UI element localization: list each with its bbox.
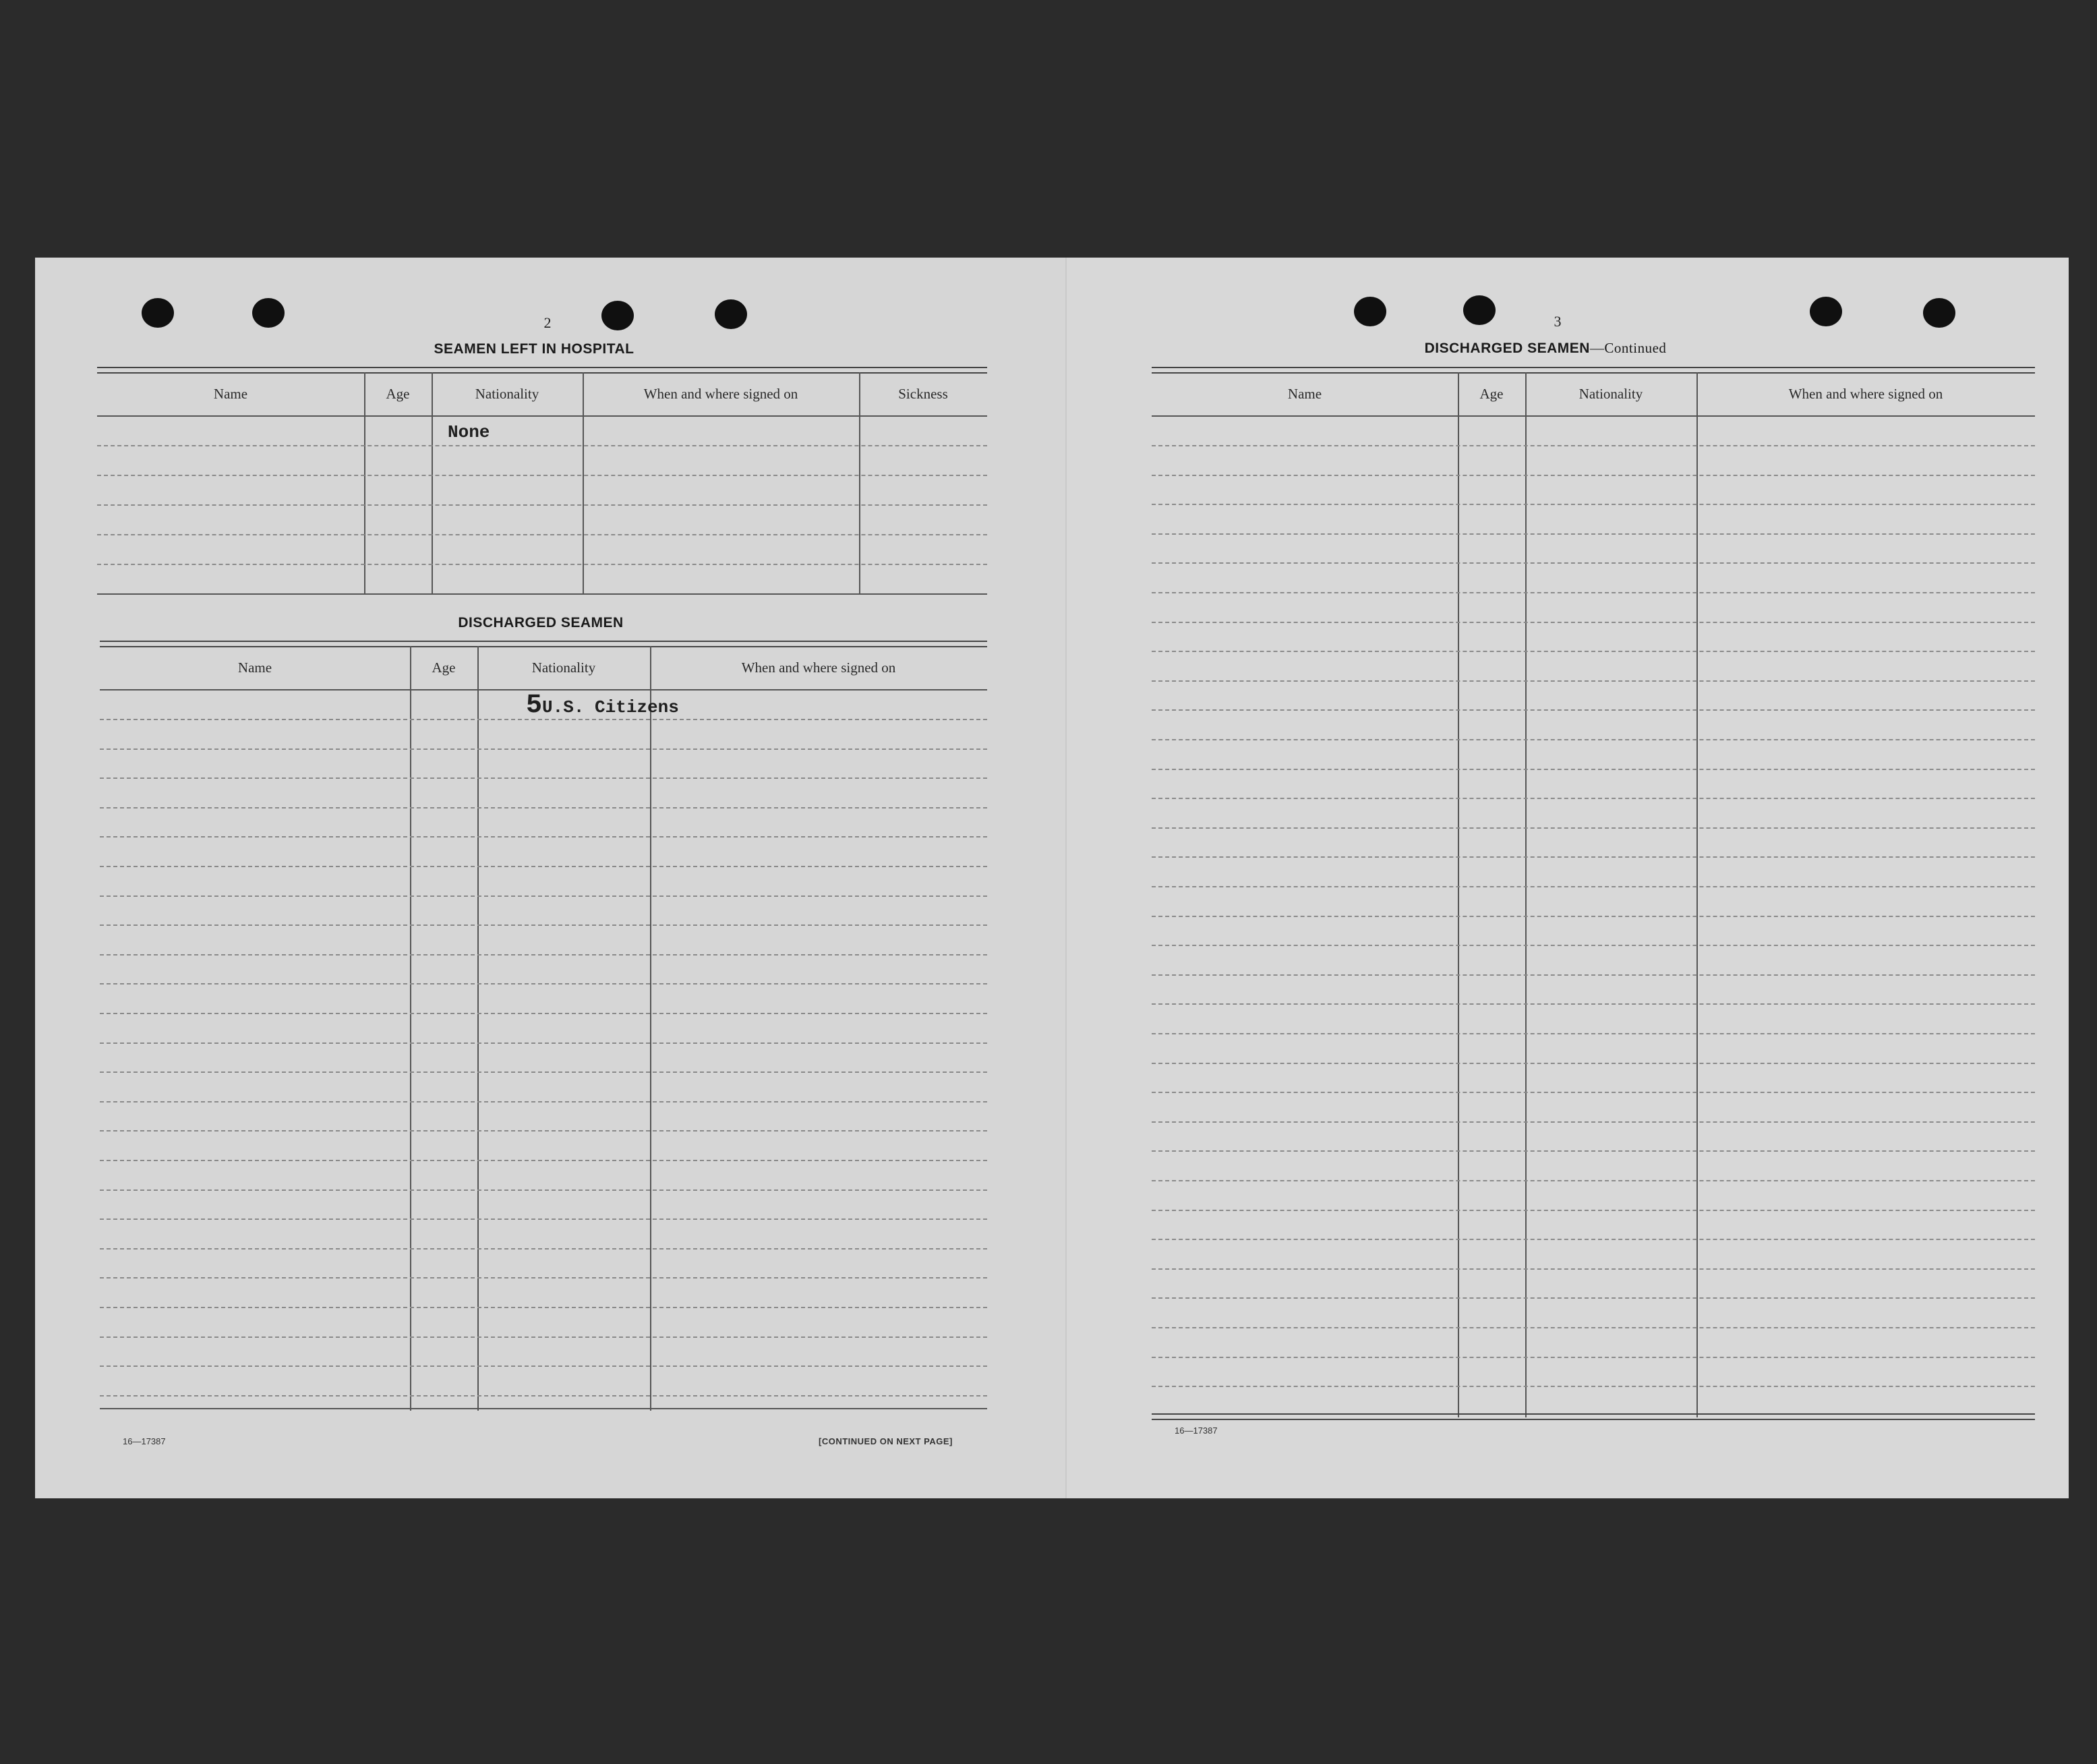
column-header-age: Age [1479,386,1504,402]
table-row [1152,709,2035,711]
table-row [1152,680,2035,682]
punch-hole [1463,295,1496,325]
table-row [1152,769,2035,770]
punch-hole [1354,297,1386,326]
discharged-table [100,641,987,1412]
discharged-continued-table [1152,367,2035,1129]
table-row [100,1160,987,1161]
column-header-signed-on: When and where signed on [643,386,798,402]
table-row [100,748,987,750]
table-row [1152,1092,2035,1093]
table-row [100,1101,987,1102]
punch-hole [1923,298,1955,328]
table-row [1152,1386,2035,1387]
table-row [1152,1003,2035,1005]
punch-hole [601,301,634,330]
table-row [1152,475,2035,476]
table-row [1152,916,2035,917]
table-row [1152,504,2035,505]
table-row [97,475,987,476]
table-row [1152,1150,2035,1152]
column-header-name: Name [213,386,248,402]
hospital-table [97,367,987,596]
table-row [1152,1327,2035,1328]
table-row [1152,445,2035,446]
table-row [100,1395,987,1396]
column-header-signed-on: When and where signed on [741,659,896,676]
table-row [100,954,987,955]
column-header-signed-on: When and where signed on [1788,386,1943,402]
continued-note: [CONTINUED ON NEXT PAGE] [819,1436,953,1446]
discharged-continued-title [1357,340,1734,357]
table-row [100,1307,987,1308]
table-row [1152,533,2035,535]
left-page [35,258,1067,1498]
table-row [1152,798,2035,799]
table-row [100,866,987,867]
table-row [100,1218,987,1220]
table-row [1152,974,2035,976]
table-row [100,1013,987,1014]
table-row [100,777,987,779]
discharged-nationality: U.S. Citizens [542,697,679,717]
table-row [1152,592,2035,593]
table-row [1152,1239,2035,1240]
column-header-nationality: Nationality [475,386,539,402]
table-row [100,807,987,808]
table-row [97,564,987,565]
table-row [100,1365,987,1367]
table-row [1152,622,2035,623]
column-header-sickness: Sickness [898,386,948,402]
table-row [100,983,987,984]
column-header-age: Age [432,659,456,676]
table-row [100,1130,987,1131]
table-row [100,1248,987,1250]
table-row [1152,886,2035,887]
discharged-section-title: DISCHARGED SEAMEN [458,615,624,630]
punch-hole [142,298,174,328]
discharged-nationality-entry [526,690,679,721]
table-row [100,836,987,837]
page-number: 2 [543,314,552,331]
title-suffix: —Continued [1589,340,1667,356]
column-header-nationality: Nationality [1578,386,1643,402]
column-header-name: Name [237,659,272,676]
table-row [1152,1121,2035,1123]
table-row [1152,1180,2035,1181]
form-code: 16—17387 [1175,1425,1218,1436]
table-row [1152,1297,2035,1299]
column-header-nationality: Nationality [531,659,596,676]
table-row [1152,1268,2035,1270]
page-number: 3 [1554,313,1562,330]
table-row [100,1277,987,1278]
right-page [1067,258,2069,1498]
table-row [1152,1210,2035,1211]
table-row [1152,945,2035,946]
form-code: 16—17387 [123,1436,166,1446]
table-row [100,1336,987,1338]
table-row [100,1042,987,1044]
table-row [100,895,987,897]
table-row [100,1071,987,1073]
hospital-nationality-entry: None [448,422,490,442]
table-row [1152,856,2035,858]
punch-hole [252,298,285,328]
table-row [97,534,987,535]
table-row [97,504,987,506]
column-header-name: Name [1287,386,1322,402]
table-row [1152,1357,2035,1358]
table-row [1152,651,2035,652]
table-row [97,445,987,446]
punch-hole [1810,297,1842,326]
table-row [1152,1033,2035,1034]
table-row [1152,739,2035,740]
table-row [1152,827,2035,829]
table-row [100,924,987,926]
title-text: DISCHARGED SEAMEN [1424,341,1590,356]
table-row [1152,1063,2035,1064]
table-row [100,1189,987,1191]
column-header-age: Age [386,386,410,402]
hospital-section-title: SEAMEN LEFT IN HOSPITAL [434,341,634,357]
ledger-paper [35,258,2069,1498]
table-row [1152,562,2035,564]
discharged-count: 5 [526,690,543,721]
punch-hole [715,299,747,329]
